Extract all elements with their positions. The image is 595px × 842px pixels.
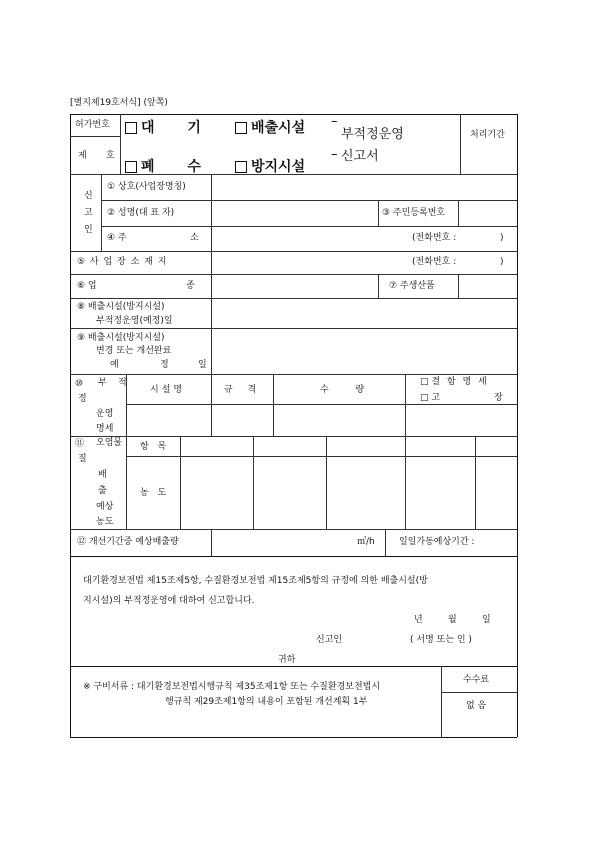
reporter-section-char1: 신 [84,191,93,201]
site-phone-close: ) [500,257,504,267]
permit-number-prefix: 제 [78,151,87,161]
pollutant-item-header: 항 목 [140,442,167,452]
address-label: ④ 주 [107,233,127,243]
option-prevention-facility[interactable]: 방지시설 [235,160,305,174]
dash-mark: – [331,114,338,129]
specification-header: 규 격 [224,385,257,395]
representative-name-label: ② 성명(대 표 자) [107,208,175,218]
reporter-phone-close: ) [500,233,504,243]
form-title-line2: 신고서 [341,149,379,164]
main-product-label: ⑦ 주생산품 [389,281,435,291]
date-year: 년 [414,615,423,625]
reporter-section-char2: 고 [84,208,93,218]
required-documents-line2: 행규칙 제29조제1항의 내용이 포함된 개선계획 1부 [165,697,368,707]
signature-or-seal: ( 서명 또는 인 ) [410,635,472,645]
form-title-line1: 부적정운영 [341,127,404,142]
permit-number-label: 허가번호 [75,120,110,130]
row9-label-char3: 일 [198,360,207,370]
row11-label-char2: 배 [98,470,107,480]
permit-number-suffix: 호 [106,151,115,161]
industry-label: ⑥ 업 [77,281,97,291]
form-label: [별지제19호서식] (앞쪽) [70,98,168,108]
row10-label-char3: 정 [78,394,87,404]
concentration-header: 농 도 [140,488,167,498]
date-month: 월 [448,615,457,625]
option-emission-facility[interactable]: 배출시설 [235,121,305,135]
row9-label-char1: 예 [110,360,119,370]
checkbox-icon [235,161,247,173]
declaration-text-line2: 지시설)의 부적정운영에 대하여 신고합니다. [83,596,255,606]
checkbox-icon [125,122,137,134]
row10-label-word1: 운영 [96,409,114,419]
reporter-section-char3: 인 [84,225,93,235]
processing-period-label: 처리기간 [470,130,505,140]
expected-emission-label: ⑫ 개선기간중 예상배출량 [77,537,179,547]
row11-label-word3: 농도 [96,517,114,527]
row11-label-word1: 오염물 [96,438,123,448]
checkbox-icon: □ [420,393,429,403]
row10-number: ⑩ [75,379,84,389]
required-documents-line1: ※ 구비서류 : 대기환경보전법시행규칙 제35조제1항 또는 수질환경보전법시 [83,682,381,692]
reporter-signature-label: 신고인 [316,635,343,645]
declaration-text-line1: 대기환경보전법 제15조제5항, 수질환경보전법 제15조제5항의 규정에 의한 배출시설(방 [83,576,428,586]
daily-operation-label: 일일가동예상기간 : [399,537,475,547]
fee-value: 없 음 [466,701,487,711]
option-wastewater[interactable]: 폐 수 [125,160,201,174]
checkbox-icon: □ [420,377,429,387]
resident-number-label: ③ 주민등록번호 [382,208,446,218]
quantity-header: 수 량 [320,385,365,395]
reporter-phone-label: (전화번호 : [412,233,457,243]
option-air[interactable]: 대 기 [125,121,201,135]
checkbox-icon [125,161,137,173]
row9-label-line2: 변경 또는 개선완료 [96,346,172,356]
row10-label-word2: 명세 [96,424,114,434]
site-location-label: ⑤ 사 업 장 소 재 지 [77,257,168,267]
row8-label-line2: 부적정운영(예정)일 [96,316,173,326]
addressee-suffix: 귀하 [278,655,296,665]
row11-number: ⑪ [75,439,85,449]
row10-label-char2: 적 [118,378,127,388]
industry-label-suffix: 종 [186,281,195,291]
row11-label-char1: 질 [78,454,87,464]
row9-label-line1: ⑨ 배출시설(방지시설) [77,333,165,343]
row8-label-line1: ⑧ 배출시설(방지시설) [77,302,165,312]
checkbox-icon [235,122,247,134]
site-phone-label: (전화번호 : [412,257,457,267]
row11-label-word2: 예상 [96,502,114,512]
emission-unit: ㎥/h [357,537,375,547]
option-fault-suffix: 장 [494,393,503,403]
company-name-label: ① 상호(사업장명칭) [107,182,186,192]
option-fault[interactable]: □ 고 [420,393,441,403]
fee-label: 수수료 [463,675,490,685]
row9-label-char2: 정 [160,360,169,370]
dash-mark: – [331,147,338,162]
facility-name-header: 시설명 [150,385,186,395]
date-day: 일 [482,615,491,625]
row11-label-char3: 출 [98,486,107,496]
row10-label-char1: 부 [98,378,107,388]
option-defect-details[interactable]: □ 결 함 명 세 [420,377,489,387]
address-label-suffix: 소 [190,233,199,243]
